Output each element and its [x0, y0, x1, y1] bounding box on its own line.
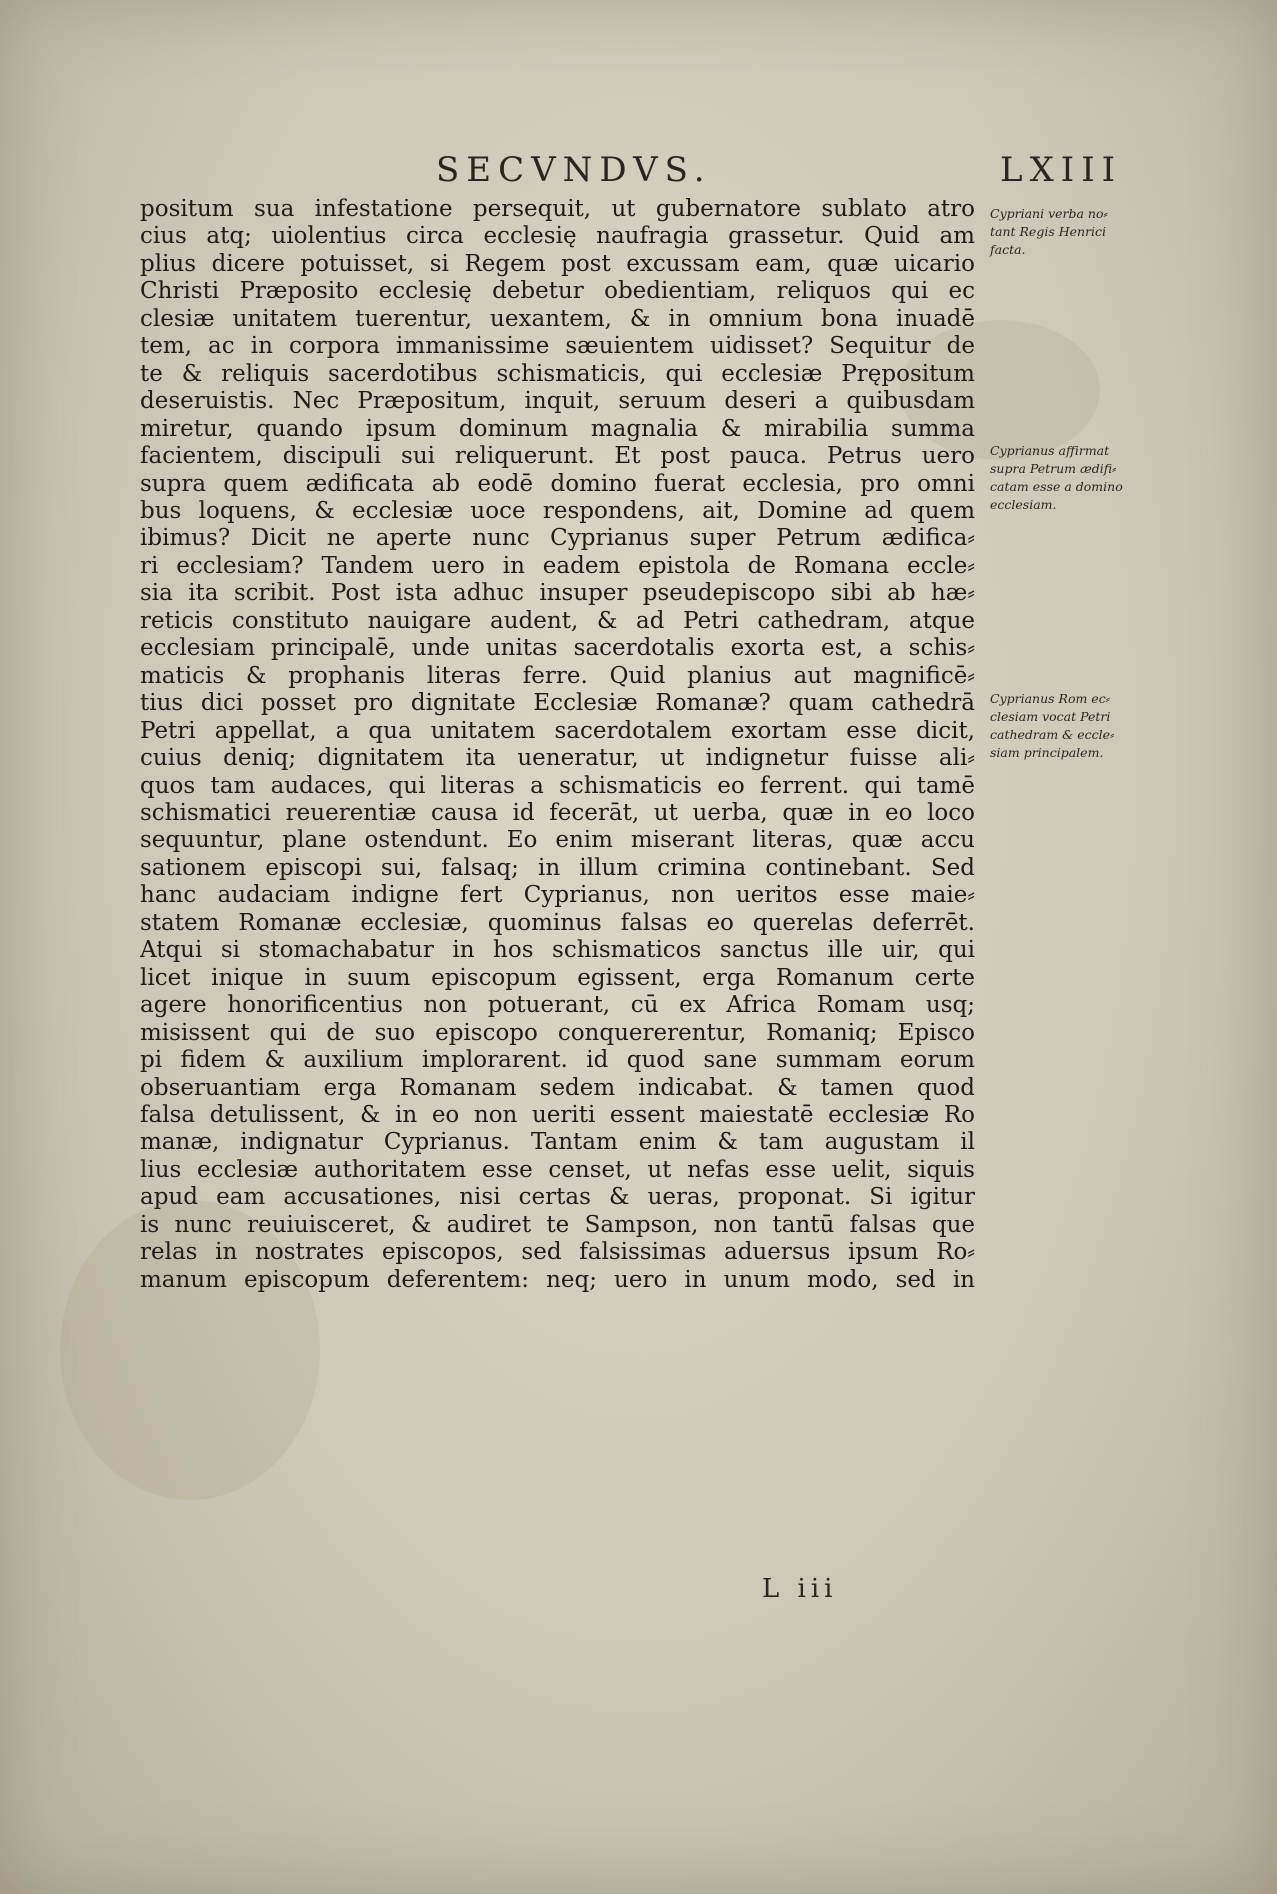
- text-line: sationem episcopi sui, falsaq; in illum crimina continebant. Sed: [140, 854, 975, 881]
- text-line: positum sua infestatione persequit, ut gubernatore sublato atro: [140, 196, 975, 222]
- margin-note: [990, 442, 1160, 514]
- text-line: quos tam audaces, qui literas a schismaticis eo ferrent. qui tamē: [140, 772, 975, 799]
- text-line: reticis constituto nauigare audent, & ad Petri cathedram, atque: [140, 607, 975, 634]
- margin-note-line: catam esse a domino: [990, 479, 1123, 494]
- text-line: cuius deniq; dignitatem ita ueneratur, ut indignetur fuisse ali⸗: [140, 745, 975, 772]
- text-line: apud eam accusationes, nisi certas & ueras, proponat. Si igitur: [140, 1184, 975, 1211]
- text-line: sequuntur, plane ostendunt. Eo enim miserant literas, quæ accu: [140, 827, 975, 854]
- text-line: manæ, indignatur Cyprianus. Tantam enim & tam augustam il: [140, 1129, 975, 1156]
- text-line: pi fidem & auxilium implorarent. id quod sane summam eorum: [140, 1047, 975, 1074]
- text-line: agere honorificentius non potuerant, cū ex Africa Romam usq;: [140, 992, 975, 1019]
- text-line: obseruantiam erga Romanam sedem indicabat. & tamen quod: [140, 1074, 975, 1101]
- margin-note-line: supra Petrum ædifi⸗: [990, 461, 1117, 476]
- folio-number: LXIII: [1000, 150, 1123, 190]
- text-line: ri ecclesiam? Tandem uero in eadem epistola de Romana eccle⸗: [140, 552, 975, 579]
- text-line: deseruistis. Nec Præpositum, inquit, seruum deseri a quibusdam: [140, 388, 975, 415]
- text-line: schismatici reuerentiæ causa id fecerāt, ut uerba, quæ in eo loco: [140, 799, 975, 826]
- text-line: tius dici posset pro dignitate Ecclesiæ Romanæ? quam cathedrā: [140, 690, 975, 717]
- text-line: te & reliquis sacerdotibus schismaticis, qui ecclesiæ Prępositum: [140, 360, 975, 387]
- text-line: clesiæ unitatem tuerentur, uexantem, & in omnium bona inuadē: [140, 305, 975, 332]
- margin-note: [990, 205, 1160, 259]
- margin-note-line: tant Regis Henrici: [990, 224, 1107, 239]
- text-line: falsa detulissent, & in eo non ueriti essent maiestatē ecclesiæ Ro: [140, 1101, 975, 1128]
- text-line: plius dicere potuisset, si Regem post excussam eam, quæ uicario: [140, 250, 975, 277]
- margin-note-line: facta.: [990, 242, 1026, 257]
- text-line: Petri appellat, a qua unitatem sacerdotalem exortam esse dicit,: [140, 717, 975, 744]
- margin-note-line: siam principalem.: [990, 745, 1104, 760]
- text-line: supra quem ædificata ab eodē domino fuerat ecclesia, pro omni: [140, 470, 975, 497]
- text-line: licet inique in suum episcopum egissent, erga Romanum certe: [140, 964, 975, 991]
- text-line: miretur, quando ipsum dominum magnalia & mirabilia summa: [140, 415, 975, 442]
- margin-note-line: Cyprianus affirmat: [990, 443, 1110, 458]
- text-line: is nunc reuiuisceret, & audiret te Sampson, non tantū falsas que: [140, 1211, 975, 1238]
- text-line: bus loquens, & ecclesiæ uoce respondens, ait, Domine ad quem: [140, 497, 975, 524]
- text-line: ibimus? Dicit ne aperte nunc Cyprianus super Petrum ædifica⸗: [140, 525, 975, 552]
- margin-note-line: Cypriani verba no⸗: [990, 206, 1108, 221]
- text-line: manum episcopum deferentem: neq; uero in unum modo, sed in: [140, 1266, 975, 1293]
- running-title: SECVNDVS.: [436, 150, 712, 190]
- margin-note-line: Cyprianus Rom ec⸗: [990, 691, 1110, 706]
- text-line: cius atq; uiolentius circa ecclesię naufragia grassetur. Quid am: [140, 223, 975, 250]
- text-line: statem Romanæ ecclesiæ, quominus falsas eo querelas deferrēt.: [140, 909, 975, 936]
- signature-mark: L iii: [762, 1574, 838, 1604]
- text-line: ecclesiam principalē, unde unitas sacerdotalis exorta est, a schis⸗: [140, 635, 975, 662]
- text-line: sia ita scribit. Post ista adhuc insuper pseudepiscopo sibi ab hæ⸗: [140, 580, 975, 607]
- text-line: relas in nostrates episcopos, sed falsissimas aduersus ipsum Ro⸗: [140, 1239, 975, 1266]
- text-line: maticis & prophanis literas ferre. Quid planius aut magnificē⸗: [140, 662, 975, 689]
- text-line: hanc audaciam indigne fert Cyprianus, non ueritos esse maie⸗: [140, 882, 975, 909]
- text-line: Christi Præposito ecclesię debetur obedientiam, reliquos qui ec: [140, 278, 975, 305]
- text-line: lius ecclesiæ authoritatem esse censet, ut nefas esse uelit, siquis: [140, 1156, 975, 1183]
- margin-note-line: clesiam vocat Petri: [990, 709, 1111, 724]
- main-text-block: [140, 196, 975, 1294]
- margin-note-line: cathedram & eccle⸗: [990, 727, 1115, 742]
- text-line: facientem, discipuli sui reliquerunt. Et post pauca. Petrus uero: [140, 443, 975, 470]
- text-line: misissent qui de suo episcopo conquererentur, Romaniq; Episco: [140, 1019, 975, 1046]
- text-line: tem, ac in corpora immanissime sæuientem uidisset? Sequitur de: [140, 333, 975, 360]
- margin-note-line: ecclesiam.: [990, 497, 1057, 512]
- margin-note: [990, 690, 1160, 762]
- text-line: Atqui si stomachabatur in hos schismaticos sanctus ille uir, qui: [140, 937, 975, 964]
